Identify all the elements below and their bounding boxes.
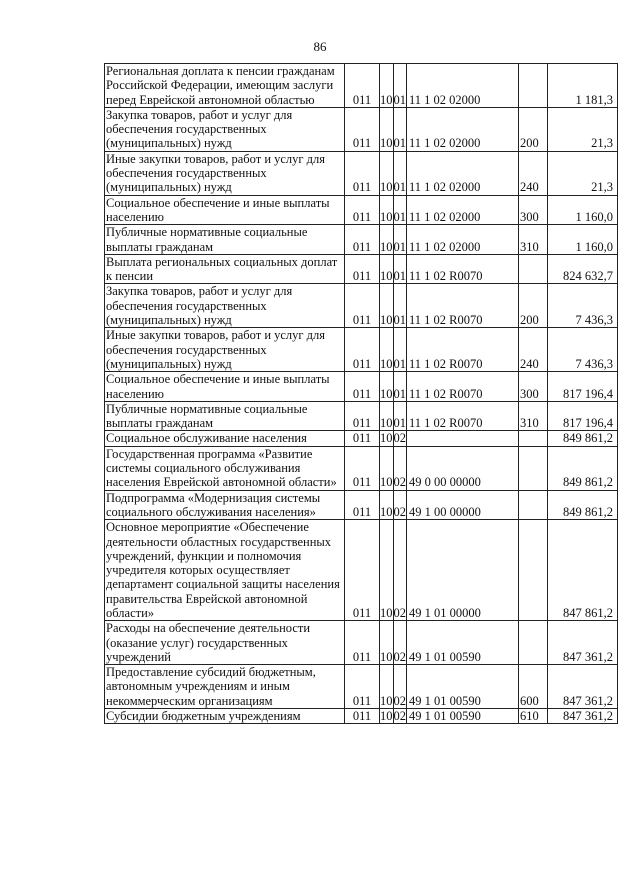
target-item-code-cell: 11 1 02 R0070 (407, 284, 519, 328)
target-item-code-cell: 49 1 01 00590 (407, 665, 519, 709)
amount-cell: 21,3 (548, 107, 618, 151)
table-row (105, 709, 618, 724)
amount-cell: 849 861,2 (548, 446, 618, 490)
table-row (105, 328, 618, 372)
amount-cell: 1 181,3 (548, 64, 618, 108)
expense-name-cell: Выплата региональных социальных доплат к пенсии (105, 254, 345, 284)
target-item-code-cell: 49 1 01 00590 (407, 621, 519, 665)
table-row (105, 446, 618, 490)
expense-type-code-cell: 240 (519, 151, 548, 195)
amount-cell: 21,3 (548, 151, 618, 195)
table-row (105, 225, 618, 255)
section-code-cell: 10 (380, 107, 394, 151)
amount-cell: 7 436,3 (548, 284, 618, 328)
expense-name-cell: Публичные нормативные социальные выплаты гражданам (105, 225, 345, 255)
table-row (105, 372, 618, 402)
ministry-code-cell: 011 (345, 254, 380, 284)
subsection-code-cell: 01 (393, 151, 407, 195)
section-code-cell: 10 (380, 372, 394, 402)
target-item-code-cell: 11 1 02 02000 (407, 151, 519, 195)
amount-cell: 847 361,2 (548, 709, 618, 724)
amount-cell: 817 196,4 (548, 401, 618, 431)
expense-name-cell: Иные закупки товаров, работ и услуг для обеспечения государственных (муниципальных) нужд (105, 151, 345, 195)
subsection-code-cell: 01 (393, 328, 407, 372)
expense-name-cell: Социальное обеспечение и иные выплаты населению (105, 372, 345, 402)
ministry-code-cell: 011 (345, 621, 380, 665)
expense-type-code-cell: 300 (519, 372, 548, 402)
target-item-code-cell: 11 1 02 R0070 (407, 372, 519, 402)
table-row (105, 254, 618, 284)
subsection-code-cell: 01 (393, 401, 407, 431)
section-code-cell: 10 (380, 431, 393, 446)
subsection-code-cell: 02 (393, 709, 406, 724)
expense-name-cell: Закупка товаров, работ и услуг для обеспечения государственных (муниципальных) нужд (105, 284, 345, 328)
subsection-code-cell: 01 (393, 195, 407, 225)
expense-name-cell: Иные закупки товаров, работ и услуг для обеспечения государственных (муниципальных) нужд (105, 328, 345, 372)
section-code-cell: 10 (380, 151, 394, 195)
section-code-cell: 10 (380, 328, 394, 372)
target-item-code-cell: 11 1 02 02000 (407, 195, 519, 225)
expense-type-code-cell: 300 (519, 195, 548, 225)
section-code-cell: 10 (380, 64, 394, 108)
target-item-code-cell: 11 1 02 R0070 (407, 401, 519, 431)
table-row (105, 621, 618, 665)
expense-type-code-cell (519, 64, 548, 108)
target-item-code-cell: 49 0 00 00000 (407, 446, 519, 490)
expense-name-cell: Расходы на обеспечение деятельности (оказание услуг) государственных учреждений (105, 621, 345, 665)
table-row (105, 401, 618, 431)
amount-cell: 849 861,2 (548, 431, 618, 446)
expense-type-code-cell (519, 520, 548, 621)
expense-name-cell: Публичные нормативные социальные выплаты гражданам (105, 401, 345, 431)
table-row (105, 195, 618, 225)
ministry-code-cell: 011 (345, 195, 380, 225)
amount-cell: 847 861,2 (548, 520, 618, 621)
section-code-cell: 10 (380, 225, 394, 255)
ministry-code-cell: 011 (345, 520, 380, 621)
table-row (105, 520, 618, 621)
ministry-code-cell: 011 (345, 401, 380, 431)
amount-cell: 1 160,0 (548, 195, 618, 225)
table-row (105, 284, 618, 328)
section-code-cell: 10 (380, 195, 394, 225)
section-code-cell: 10 (380, 520, 394, 621)
section-code-cell: 10 (380, 401, 394, 431)
expense-type-code-cell: 240 (519, 328, 548, 372)
amount-cell: 847 361,2 (548, 665, 618, 709)
target-item-code-cell: 49 1 01 00590 (407, 709, 519, 724)
ministry-code-cell: 011 (345, 225, 380, 255)
section-code-cell: 10 (380, 284, 394, 328)
section-code-cell: 10 (380, 490, 394, 520)
target-item-code-cell: 11 1 02 02000 (407, 107, 519, 151)
ministry-code-cell: 011 (345, 64, 380, 108)
target-item-code-cell: 11 1 02 R0070 (407, 328, 519, 372)
section-code-cell: 10 (380, 446, 394, 490)
amount-cell: 847 361,2 (548, 621, 618, 665)
page-number: 86 (313, 39, 327, 54)
target-item-code-cell: 49 1 00 00000 (407, 490, 519, 520)
expense-type-code-cell (519, 446, 548, 490)
table-row (105, 490, 618, 520)
expense-type-code-cell: 600 (519, 665, 548, 709)
subsection-code-cell: 01 (393, 254, 407, 284)
table-row (105, 151, 618, 195)
amount-cell: 824 632,7 (548, 254, 618, 284)
subsection-code-cell: 01 (393, 225, 407, 255)
ministry-code-cell: 011 (345, 490, 380, 520)
target-item-code-cell: 49 1 01 00000 (407, 520, 519, 621)
expense-name-cell: Региональная доплата к пенсии гражданам Российской Федерации, имеющим заслуги перед Еврейской автономной областью (105, 64, 345, 108)
expense-type-code-cell (519, 431, 548, 446)
subsection-code-cell: 01 (393, 372, 407, 402)
ministry-code-cell: 011 (345, 446, 380, 490)
expense-name-cell: Социальное обслуживание населения (105, 431, 345, 446)
subsection-code-cell: 02 (393, 431, 406, 446)
table-row (105, 431, 618, 446)
target-item-code-cell (407, 431, 519, 446)
subsection-code-cell: 01 (393, 107, 407, 151)
ministry-code-cell: 011 (345, 431, 380, 446)
expense-type-code-cell: 200 (519, 107, 548, 151)
ministry-code-cell: 011 (345, 709, 380, 724)
subsection-code-cell: 02 (393, 446, 407, 490)
expense-type-code-cell: 610 (519, 709, 548, 724)
expense-name-cell: Социальное обеспечение и иные выплаты населению (105, 195, 345, 225)
expense-name-cell: Подпрограмма «Модернизация системы социального обслуживания населения» (105, 490, 345, 520)
expense-type-code-cell: 200 (519, 284, 548, 328)
expense-name-cell: Государственная программа «Развитие системы социального обслуживания населения Еврейской автономной области» (105, 446, 345, 490)
subsection-code-cell: 02 (393, 520, 407, 621)
expense-name-cell: Субсидии бюджетным учреждениям (105, 709, 345, 724)
ministry-code-cell: 011 (345, 151, 380, 195)
expense-type-code-cell (519, 254, 548, 284)
section-code-cell: 10 (380, 621, 394, 665)
expense-name-cell: Основное мероприятие «Обеспечение деятельности областных государственных учреждений, функции и полномочия учредителя которых осуществляет департамент социальной защиты населения правительства Еврейской автономной области» (105, 520, 345, 621)
subsection-code-cell: 02 (393, 490, 407, 520)
amount-cell: 1 160,0 (548, 225, 618, 255)
subsection-code-cell: 02 (393, 665, 407, 709)
subsection-code-cell: 02 (393, 621, 407, 665)
expense-type-code-cell (519, 490, 548, 520)
amount-cell: 817 196,4 (548, 372, 618, 402)
subsection-code-cell: 01 (393, 284, 407, 328)
ministry-code-cell: 011 (345, 372, 380, 402)
ministry-code-cell: 011 (345, 107, 380, 151)
budget-table (104, 63, 618, 724)
ministry-code-cell: 011 (345, 328, 380, 372)
expense-type-code-cell: 310 (519, 401, 548, 431)
ministry-code-cell: 011 (345, 284, 380, 328)
section-code-cell: 10 (380, 709, 393, 724)
subsection-code-cell: 01 (393, 64, 407, 108)
section-code-cell: 10 (380, 254, 394, 284)
table-row (105, 665, 618, 709)
target-item-code-cell: 11 1 02 02000 (407, 64, 519, 108)
target-item-code-cell: 11 1 02 02000 (407, 225, 519, 255)
table-row (105, 107, 618, 151)
expense-name-cell: Предоставление субсидий бюджетным, автономным учреждениям и иным некоммерческим организациям (105, 665, 345, 709)
ministry-code-cell: 011 (345, 665, 380, 709)
section-code-cell: 10 (380, 665, 394, 709)
expense-name-cell: Закупка товаров, работ и услуг для обеспечения государственных (муниципальных) нужд (105, 107, 345, 151)
expense-type-code-cell: 310 (519, 225, 548, 255)
amount-cell: 7 436,3 (548, 328, 618, 372)
budget-table-body (105, 64, 618, 724)
expense-type-code-cell (519, 621, 548, 665)
target-item-code-cell: 11 1 02 R0070 (407, 254, 519, 284)
table-row (105, 64, 618, 108)
amount-cell: 849 861,2 (548, 490, 618, 520)
